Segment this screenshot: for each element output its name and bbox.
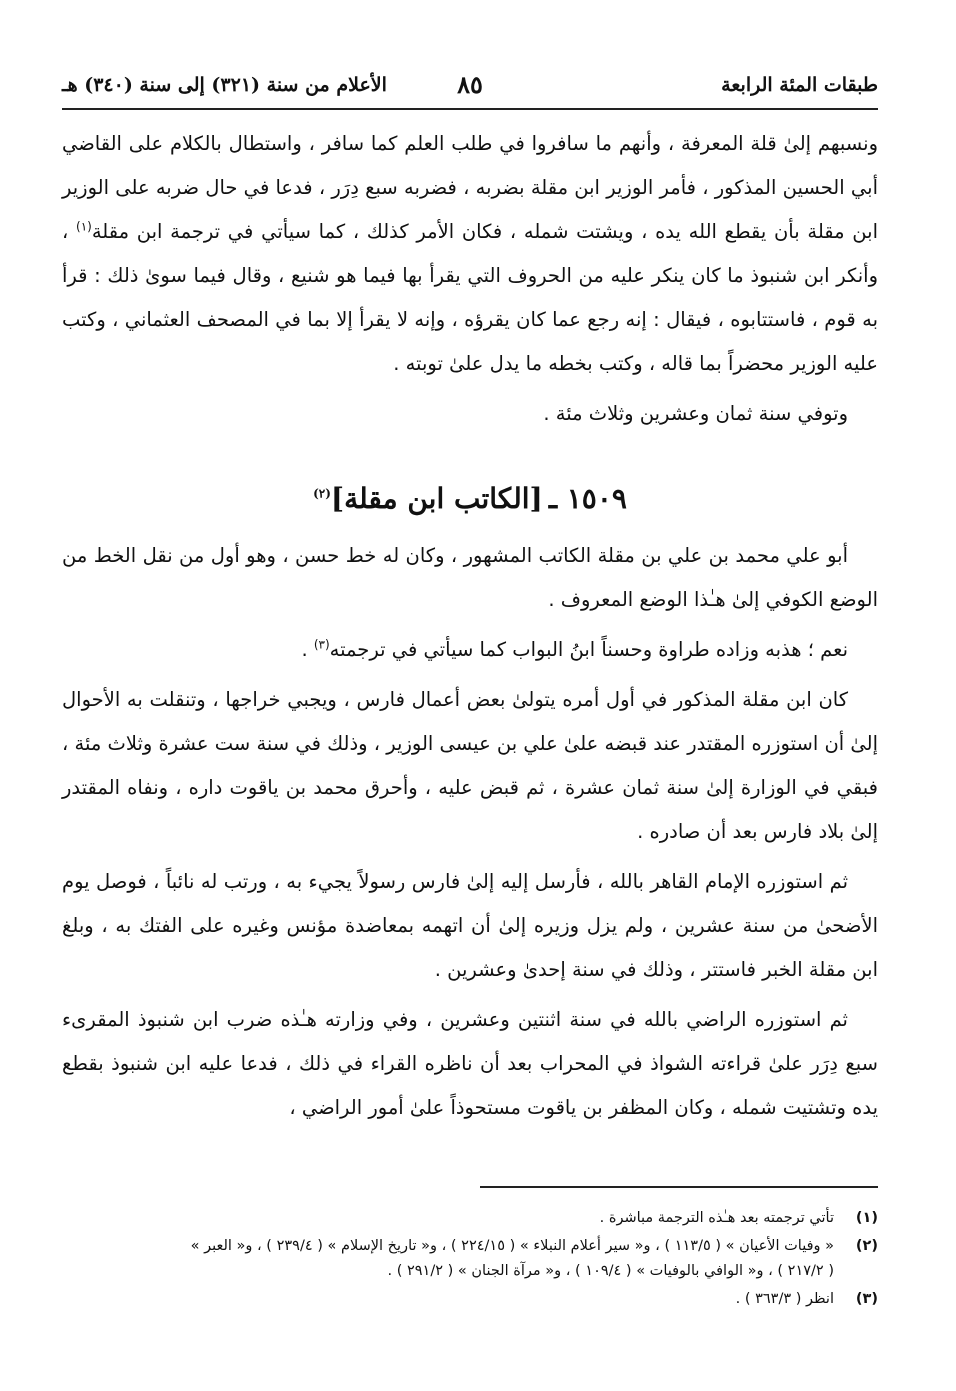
entry-number: ١٥٠٩ ـ [548, 482, 627, 515]
paragraph-7: ثم استوزره الراضي بالله في سنة اثنتين وعشرين ، وفي وزارته هـٰذه ضرب ابن شنبوذ المقرىء سبع دِرَر علىٰ قراءته الشواذ في المحراب بعد أن ناظره القراء في ذلك ، فدعا عليه ابن شنبوذ بقطع يده وتشتيت شمله ، وكان المظفر بن ياقوت مستحوذاً علىٰ أمور الراضي ، [62, 1008, 878, 1119]
footnote-1 [62, 1206, 878, 1231]
main-text [62, 122, 878, 1130]
page-number: ٨٥ [457, 70, 483, 99]
footnote-text: انظر ( ٣٦٣/٣ ) . [735, 1291, 834, 1307]
footnote-ref-1: (١) [76, 219, 92, 234]
footnote-mark: (١) [855, 1210, 878, 1226]
footnote-ref-2: (٢) [313, 486, 331, 501]
paragraph-4: نعم ؛ هذبه وزاده طراوة وحسناً ابنُ البواب كما سيأتي في ترجمته$^{(٣)}$ . [301, 637, 848, 661]
paragraph-6: ثم استوزره الإمام القاهر بالله ، فأرسل إليه إلىٰ فارس رسولاً يجيء به ، ورتب له نائباً ، فوصل يوم الأضحىٰ من سنة عشرين ، ولم يزل وزيره إلىٰ أن اتهمه بمعاضدة مؤنس وغيره على الفتك به ، وبلغ ابن مقلة الخبر فاستتر ، وذلك في سنة إحدىٰ وعشرين . [62, 870, 878, 981]
footnote-ref-3: (٣) [313, 637, 330, 652]
paragraph-1: ونسبهم إلىٰ قلة المعرفة ، وأنهم ما سافروا في طلب العلم كما سافر ، واستطال بالكلام على القاضي أبي الحسين المذكور ، فأمر الوزير ابن مقلة بضربه ، فضربه سبع دِرَر ، فدعا في حال ضربه على الوزير ابن مقلة بأن يقطع الله يده ، ويشتت شمله ، فكان الأمر كذلك ، كما سيأتي في ترجمة ابن مقلة$^{(١)}$ ، وأنكر ابن شنبوذ ما كان ينكر عليه من الحروف التي يقرأ بها فيما هو شنيع ، وقال فيما سوىٰ ذلك : قرأ به قوم ، فاستتابوه ، فيقال : إنه رجع عما كان يقرؤه ، وإنه لا يقرأ إلا بما في المصحف العثماني ، وكتب عليه الوزير محضراً بما قاله ، وكتب بخطه ما يدل علىٰ توبته . [62, 132, 878, 375]
paragraph-3: أبو علي محمد بن علي بن مقلة الكاتب المشهور ، وكان له خط حسن ، وهو أول من نقل الخط من الوضع الكوفي إلىٰ هـٰذا الوضع المعروف . [62, 544, 878, 611]
paragraph-5: كان ابن مقلة المذكور في أول أمره يتولىٰ بعض أعمال فارس ، ويجبي خراجها ، وتنقلت به الأحوال إلىٰ أن استوزره المقتدر عند قبضه علىٰ علي بن عيسى الوزير ، وذلك في سنة ست عشرة وثلاث مئة ، فبقي في الوزارة إلىٰ سنة ثمان عشرة ، ثم قبض عليه ، وأحرق محمد بن ياقوت داره ، ونفاه المقتدر إلىٰ بلاد فارس بعد أن صادره . [62, 688, 878, 843]
footnote-2 [62, 1234, 878, 1284]
footnote-mark: (٢) [855, 1238, 878, 1254]
footnote-3 [62, 1287, 878, 1312]
footnote-text: تأتي ترجمته بعد هـٰذه الترجمة مباشرة . [599, 1210, 834, 1226]
footnote-mark: (٣) [855, 1291, 878, 1307]
header-rule [62, 108, 878, 110]
running-header [62, 70, 878, 104]
footnote-rule [480, 1186, 878, 1188]
header-range-title: الأعلام من سنة (٣٢١) إلى سنة (٣٤٠) هـ [62, 74, 387, 96]
footnote-text: « وفيات الأعيان » ( ١١٣/٥ ) ، و« سير أعلام النبلاء » ( ٢٢٤/١٥ ) ، و« تاريخ الإسلام » ( ٢٣٩/٤ ) ، و« العبر » ( ٢١٧/٢ ) ، و« الوافي بالوفيات » ( ١٠٩/٤ ) ، و« مرآة الجنان » ( ٢٩١/٢ ) . [190, 1238, 834, 1279]
paragraph-2: وتوفي سنة ثمان وعشرين وثلاث مئة . [543, 402, 848, 425]
entry-title: [الكاتب ابن مقلة] [330, 482, 543, 515]
entry-heading [62, 474, 878, 524]
header-section-title: طبقات المئة الرابعة [721, 74, 878, 96]
footnotes [62, 1206, 878, 1315]
